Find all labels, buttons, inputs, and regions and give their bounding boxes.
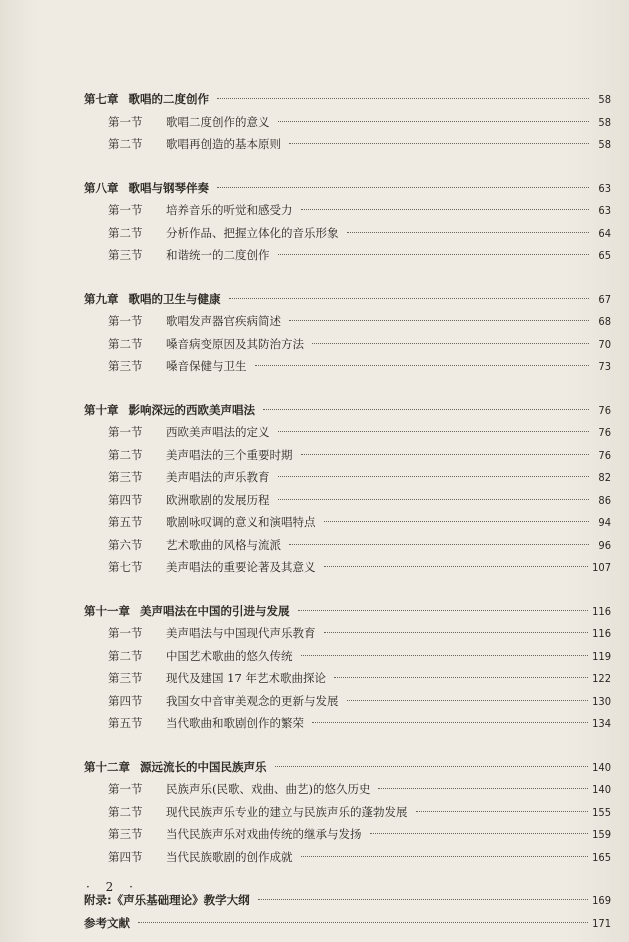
section-entry-title: 西欧美声唱法的定义: [166, 425, 270, 439]
section-entry-page: 82: [598, 471, 611, 484]
chapter-block: [84, 88, 611, 156]
section-entry-page: 96: [598, 538, 611, 552]
dot-leader: [229, 298, 590, 299]
section-entry-page: 58: [598, 138, 611, 151]
section-entry-page: 107: [592, 561, 611, 574]
dot-leader: [324, 566, 589, 567]
chapter-heading: [84, 756, 611, 779]
dot-leader: [217, 187, 589, 188]
dot-leader: [301, 655, 589, 656]
chapter-label: 第十二章: [84, 759, 130, 774]
section-entry: [84, 511, 611, 534]
dot-leader: [370, 833, 589, 834]
section-entry-page: 64: [598, 226, 611, 240]
section-entry-page: 119: [592, 649, 611, 663]
table-of-contents: [84, 88, 611, 934]
section-entry-label: 第一节: [108, 114, 143, 129]
chapter-label: 第九章: [84, 291, 119, 306]
section-entry-label: 第四节: [108, 693, 143, 708]
appendix-entry: [84, 912, 611, 935]
chapter-heading: [84, 88, 611, 111]
section-entry-label: 第二节: [108, 804, 143, 819]
section-entry: [84, 489, 611, 512]
appendix-entry: [84, 889, 611, 912]
section-entry-label: 第三节: [108, 248, 143, 262]
section-entry-title: 艺术歌曲的风格与流派: [166, 537, 281, 552]
section-entry-page: 86: [598, 493, 611, 507]
dot-leader: [324, 632, 589, 633]
section-entry-label: 第二节: [108, 447, 143, 462]
section-entry-label: 第一节: [108, 626, 143, 640]
dot-leader: [289, 320, 589, 321]
dot-leader: [217, 98, 589, 99]
section-entry: [84, 823, 611, 846]
dot-leader: [301, 209, 590, 210]
section-entry-title: 和谐统一的二度创作: [166, 248, 270, 262]
section-entry-label: 第六节: [108, 537, 143, 552]
chapter-block: [84, 756, 611, 869]
section-entry: [84, 622, 611, 645]
section-entry: [84, 556, 611, 579]
section-entry-title: 我国女中音审美观念的更新与发展: [166, 693, 339, 708]
chapter-label: 第八章: [84, 180, 119, 195]
section-entry-label: 第三节: [108, 470, 143, 484]
dot-leader: [278, 476, 590, 477]
chapter-page: 140: [592, 760, 611, 774]
chapter-title: 源远流长的中国民族声乐: [140, 759, 267, 774]
chapter-heading: [84, 399, 611, 422]
chapter-page: 63: [598, 181, 611, 195]
section-entry-title: 歌唱发声器官疾病简述: [166, 314, 281, 328]
section-entry: [84, 645, 611, 668]
section-entry-label: 第四节: [108, 492, 143, 507]
section-entry-label: 第一节: [108, 782, 143, 796]
chapter-block: [84, 399, 611, 579]
section-entry-label: 第二节: [108, 336, 143, 351]
dot-leader: [334, 677, 588, 678]
section-entry-title: 当代民族歌剧的创作成就: [166, 849, 293, 864]
section-entry-page: 140: [592, 783, 611, 796]
section-entry-label: 第四节: [108, 849, 143, 864]
section-entry-title: 歌唱二度创作的意义: [166, 114, 270, 129]
dot-leader: [347, 232, 590, 233]
section-entry: [84, 111, 611, 134]
appendix-entry-title: 参考文献: [84, 915, 130, 930]
chapter-title: 歌唱与钢琴伴奏: [128, 180, 209, 195]
appendix-entry-page: 169: [592, 894, 611, 907]
dot-leader: [378, 788, 588, 789]
section-entry-page: 70: [598, 337, 611, 351]
section-entry-page: 165: [592, 850, 611, 864]
section-entry-page: 155: [592, 805, 611, 819]
section-entry-page: 134: [592, 717, 611, 730]
section-entry: [84, 801, 611, 824]
chapter-page: 116: [592, 604, 611, 618]
section-entry-title: 嗓音保健与卫生: [166, 359, 247, 373]
section-entry-title: 培养音乐的听觉和感受力: [166, 203, 293, 217]
dot-leader: [301, 856, 589, 857]
dot-leader: [263, 409, 589, 410]
section-entry: [84, 310, 611, 333]
section-entry-page: 63: [598, 204, 611, 217]
section-entry: [84, 444, 611, 467]
section-entry-title: 中国艺术歌曲的悠久传统: [166, 648, 293, 663]
section-entry-page: 76: [598, 426, 611, 439]
section-entry: [84, 133, 611, 156]
chapter-title: 歌唱的二度创作: [128, 92, 209, 106]
chapter-title: 歌唱的卫生与健康: [128, 291, 221, 306]
section-entry-title: 现代民族声乐专业的建立与民族声乐的蓬勃发展: [166, 804, 408, 819]
section-entry-label: 第五节: [108, 716, 143, 730]
section-entry: [84, 534, 611, 557]
section-entry-label: 第三节: [108, 359, 143, 373]
section-entry: [84, 333, 611, 356]
chapter-block: [84, 177, 611, 267]
chapter-block: [84, 288, 611, 378]
section-entry: [84, 466, 611, 489]
section-entry-label: 第三节: [108, 671, 143, 685]
section-entry: [84, 244, 611, 267]
dot-leader: [275, 766, 589, 767]
section-entry: [84, 667, 611, 690]
chapter-heading: [84, 177, 611, 200]
section-entry-title: 歌剧咏叹调的意义和演唱特点: [166, 515, 316, 529]
section-entry-label: 第七节: [108, 560, 143, 574]
chapter-page: 58: [598, 93, 611, 106]
chapter-title: 影响深远的西欧美声唱法: [128, 402, 255, 417]
dot-leader: [416, 811, 589, 812]
section-entry-label: 第一节: [108, 425, 143, 439]
section-entry: [84, 355, 611, 378]
dot-leader: [278, 121, 590, 122]
section-entry-label: 第二节: [108, 225, 143, 240]
section-entry-page: 76: [598, 448, 611, 462]
section-entry-page: 58: [598, 115, 611, 129]
chapter-title: 美声唱法在中国的引进与发展: [140, 603, 290, 618]
dot-leader: [278, 254, 590, 255]
section-entry: [84, 690, 611, 713]
section-entry-title: 当代民族声乐对戏曲传统的继承与发扬: [166, 827, 362, 841]
section-entry-title: 民族声乐(民歌、戏曲、曲艺)的悠久历史: [166, 782, 371, 796]
dot-leader: [258, 899, 589, 900]
dot-leader: [312, 722, 588, 723]
section-entry-label: 第三节: [108, 827, 143, 841]
section-entry-title: 美声唱法的三个重要时期: [166, 447, 293, 462]
chapter-page: 76: [598, 403, 611, 417]
section-entry: [84, 846, 611, 869]
appendix-entry-title: 附录:《声乐基础理论》教学大纲: [84, 893, 250, 907]
section-entry-label: 第二节: [108, 137, 143, 151]
section-entry-title: 歌唱再创造的基本原则: [166, 137, 281, 151]
section-entry: [84, 199, 611, 222]
section-entry-page: 159: [592, 828, 611, 841]
section-entry: [84, 421, 611, 444]
page-number: · 2 ·: [86, 880, 139, 894]
section-entry-page: 116: [592, 627, 611, 640]
dot-leader: [289, 544, 589, 545]
section-entry-title: 当代歌曲和歌剧创作的繁荣: [166, 716, 304, 730]
section-entry-label: 第五节: [108, 515, 143, 529]
section-entry-title: 分析作品、把握立体化的音乐形象: [166, 225, 339, 240]
dot-leader: [138, 922, 588, 923]
dot-leader: [312, 343, 589, 344]
appendix-block: [84, 889, 611, 934]
section-entry: [84, 712, 611, 735]
dot-leader: [289, 143, 589, 144]
dot-leader: [347, 700, 589, 701]
chapter-block: [84, 600, 611, 735]
section-entry-page: 94: [598, 516, 611, 529]
section-entry-page: 68: [598, 315, 611, 328]
section-entry-page: 65: [598, 249, 611, 262]
section-entry-page: 130: [592, 694, 611, 708]
dot-leader: [324, 521, 590, 522]
appendix-entry-page: 171: [592, 916, 611, 930]
dot-leader: [301, 454, 590, 455]
section-entry-label: 第一节: [108, 203, 143, 217]
section-entry-title: 现代及建国 17 年艺术歌曲探论: [166, 671, 326, 685]
dot-leader: [278, 499, 590, 500]
section-entry-title: 美声唱法的重要论著及其意义: [166, 560, 316, 574]
dot-leader: [278, 431, 590, 432]
dot-leader: [255, 365, 590, 366]
section-entry-page: 122: [592, 672, 611, 685]
dot-leader: [298, 610, 589, 611]
chapter-label: 第十一章: [84, 603, 130, 618]
section-entry-title: 美声唱法的声乐教育: [166, 470, 270, 484]
section-entry: [84, 778, 611, 801]
chapter-label: 第七章: [84, 92, 119, 106]
chapter-heading: [84, 288, 611, 311]
section-entry: [84, 222, 611, 245]
section-entry-label: 第二节: [108, 648, 143, 663]
chapter-heading: [84, 600, 611, 623]
section-entry-label: 第一节: [108, 314, 143, 328]
section-entry-title: 美声唱法与中国现代声乐教育: [166, 626, 316, 640]
chapter-page: 67: [598, 292, 611, 306]
section-entry-title: 嗓音病变原因及其防治方法: [166, 336, 304, 351]
chapter-label: 第十章: [84, 402, 119, 417]
section-entry-page: 73: [598, 360, 611, 373]
section-entry-title: 欧洲歌剧的发展历程: [166, 492, 270, 507]
